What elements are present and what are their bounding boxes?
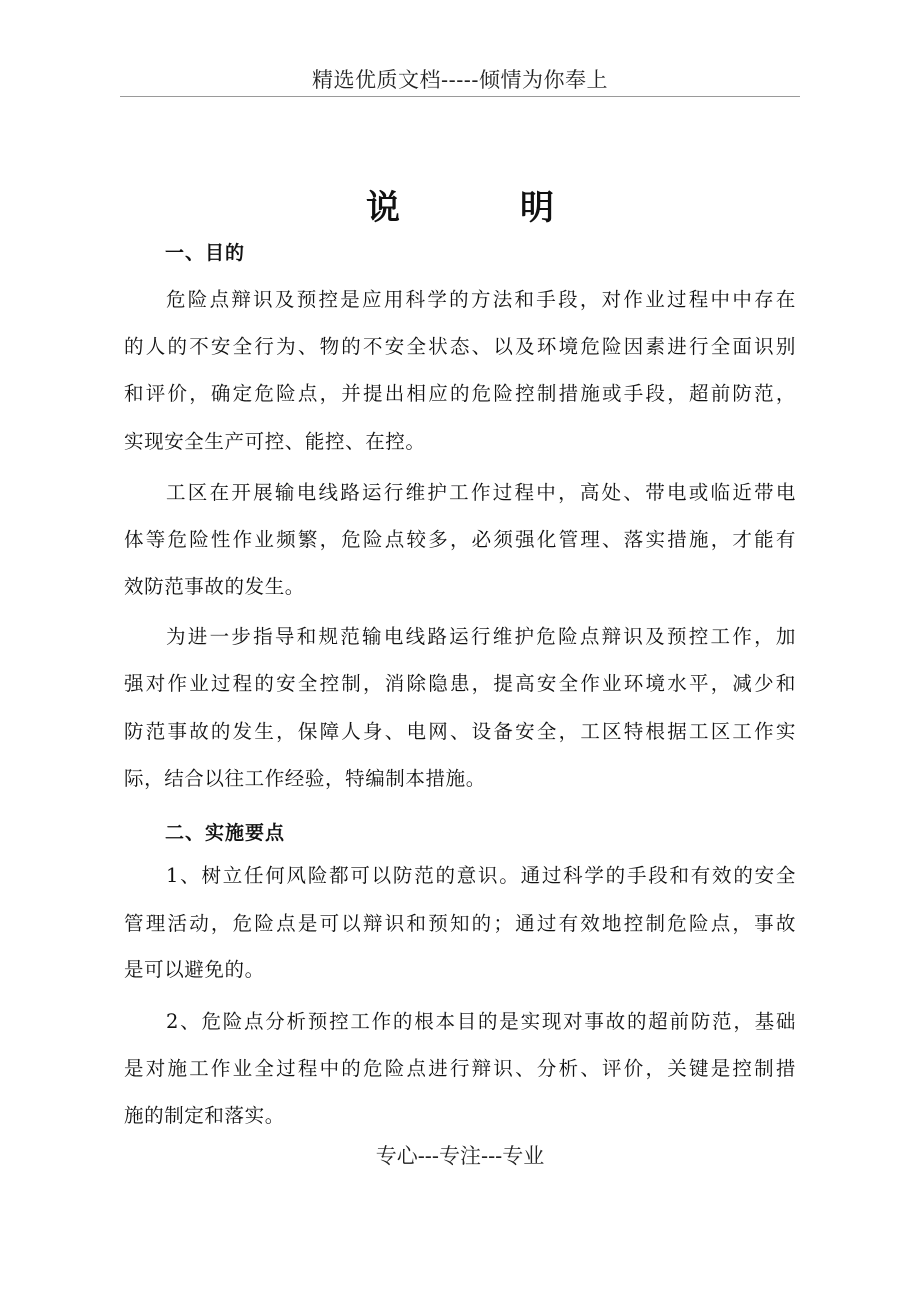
paragraph-line: 实现安全生产可控、能控、在控。 <box>124 430 426 453</box>
document-title <box>0 180 920 229</box>
paragraph-line: 强对作业过程的安全控制，消除隐患，提高安全作业环境水平，减少和 <box>124 672 796 695</box>
section-heading-purpose: 一、目的 <box>165 242 246 264</box>
paragraph-line: 工区在开展输电线路运行维护工作过程中，高处、带电或临近带电 <box>166 481 796 504</box>
paragraph-line: 际，结合以往工作经验，特编制本措施。 <box>124 767 486 790</box>
page-footer: 专心---专注---专业 <box>375 1144 545 1168</box>
paragraph-line: 为进一步指导和规范输电线路运行维护危险点辩识及预控工作，加 <box>166 625 796 648</box>
paragraph-line: 防范事故的发生，保障人身、电网、设备安全，工区特根据工区工作实 <box>124 720 796 743</box>
title-char-2: 明 <box>520 188 554 228</box>
paragraph-line: 是可以避免的。 <box>124 958 265 981</box>
header-divider <box>120 96 800 97</box>
paragraph-line: 1、树立任何风险都可以防范的意识。通过科学的手段和有效的安全 <box>166 864 796 887</box>
page-header: 精选优质文档-----倾情为你奉上 <box>312 68 608 92</box>
title-char-1: 说 <box>366 188 400 228</box>
paragraph-line: 效防范事故的发生。 <box>124 575 305 598</box>
paragraph-line: 体等危险性作业频繁，危险点较多，必须强化管理、落实措施，才能有 <box>124 528 796 551</box>
paragraph-line: 施的制定和落实。 <box>124 1104 285 1127</box>
paragraph-line: 危险点辩识及预控是应用科学的方法和手段，对作业过程中中存在 <box>166 288 796 311</box>
paragraph-line: 管理活动，危险点是可以辩识和预知的；通过有效地控制危险点，事故 <box>124 912 796 935</box>
paragraph-line: 是对施工作业全过程中的危险点进行辩识、分析、评价，关键是控制措 <box>124 1057 796 1080</box>
section-heading-key-points: 二、实施要点 <box>165 822 286 844</box>
paragraph-line: 2、危险点分析预控工作的根本目的是实现对事故的超前防范，基础 <box>166 1010 796 1033</box>
paragraph-line: 和评价，确定危险点，并提出相应的危险控制措施或手段，超前防范， <box>124 382 796 405</box>
paragraph-line: 的人的不安全行为、物的不安全状态、以及环境危险因素进行全面识别 <box>124 335 796 358</box>
